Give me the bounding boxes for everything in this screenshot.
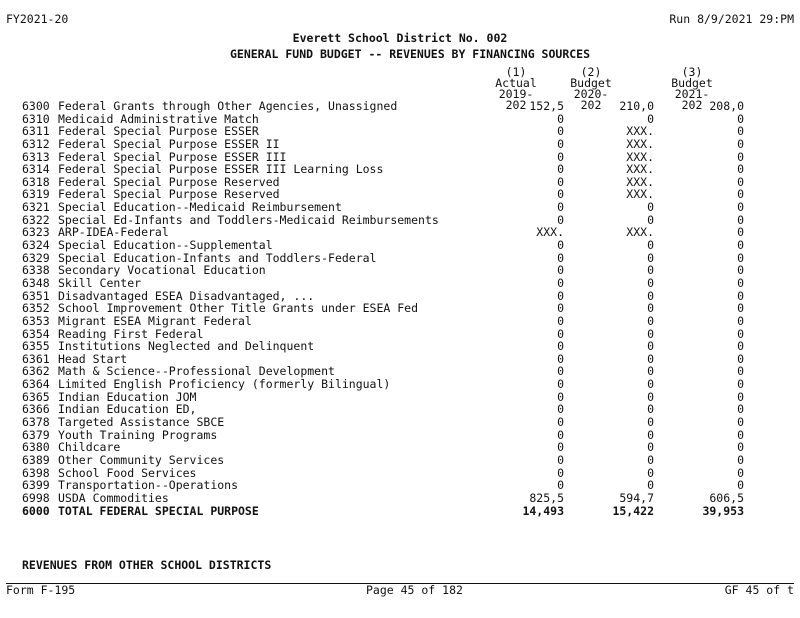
account-code: 6365 [22,389,50,404]
budget-prior-value: XXX. [626,187,654,202]
account-description: Reading First Federal [58,326,204,341]
table-row [22,201,744,214]
actual-value: 825,5 [529,490,564,505]
actual-value: 0 [557,162,564,177]
budget-current-value: 0 [737,263,744,278]
budget-prior-value: 0 [647,313,654,328]
table-row [22,138,744,151]
budget-current-value: 0 [737,478,744,493]
actual-value: 0 [557,136,564,151]
table-row [22,479,744,492]
budget-prior-value: XXX. [626,149,654,164]
account-description: Math & Science--Professional Development [58,364,335,379]
total-description: TOTAL FEDERAL SPECIAL PURPOSE [58,503,259,518]
account-description: Special Ed-Infants and Toddlers-Medicaid Reimbursements [58,212,439,227]
budget-current-value: 0 [737,427,744,442]
account-code: 6361 [22,351,50,366]
actual-value: 0 [557,465,564,480]
account-code: 6310 [22,111,50,126]
budget-prior-value: 0 [647,478,654,493]
account-code: 6355 [22,339,50,354]
table-row [22,416,744,429]
account-code: 6354 [22,326,50,341]
fiscal-year-label: FY2021-20 [6,12,69,26]
budget-prior-value: 0 [647,275,654,290]
budget-current-value: 0 [737,111,744,126]
column-number: (2) [580,65,602,79]
account-description: Special Education--Medicaid Reimbursement [58,200,342,215]
account-description: Skill Center [58,275,142,290]
budget-prior-value: 0 [647,339,654,354]
budget-prior-value: 0 [647,326,654,341]
account-description: Childcare [58,440,121,455]
account-description: Targeted Assistance SBCE [58,415,225,430]
actual-value: 0 [557,149,564,164]
budget-prior-value: 0 [647,389,654,404]
account-code: 6352 [22,301,50,316]
column-number: (3) [681,65,703,79]
account-code: 6378 [22,415,50,430]
budget-current-value: 0 [737,250,744,265]
actual-value: 0 [557,402,564,417]
account-code: 6314 [22,162,50,177]
actual-value: 0 [557,364,564,379]
budget-current-value: 0 [737,326,744,341]
actual-value: 0 [557,111,564,126]
budget-prior-value: 0 [647,288,654,303]
budget-current-value: 0 [737,162,744,177]
actual-value: 0 [557,326,564,341]
run-timestamp: Run 8/9/2021 29:PM [669,12,794,26]
budget-prior-value: 0 [647,427,654,442]
budget-current-value: 0 [737,313,744,328]
account-code: 6323 [22,225,50,240]
account-code: 6319 [22,187,50,202]
gf-page-reference: GF 45 of t [724,583,794,597]
actual-value: 0 [557,415,564,430]
budget-prior-value: 0 [647,212,654,227]
column-label: Budget [570,76,612,90]
actual-value: 0 [557,301,564,316]
account-code: 6351 [22,288,50,303]
account-code: 6398 [22,465,50,480]
account-code: 6313 [22,149,50,164]
account-description: Head Start [58,351,128,366]
column-years: 2020-202 [573,87,609,112]
actual-value: 0 [557,200,564,215]
budget-current-value: 0 [737,149,744,164]
actual-value: 0 [557,187,564,202]
account-description: Institutions Neglected and Delinquent [58,339,315,354]
budget-current-value: 0 [737,440,744,455]
budget-current-value: 0 [737,452,744,467]
actual-value: 0 [557,288,564,303]
budget-current-value: 0 [737,275,744,290]
account-code: 6318 [22,174,50,189]
account-code: 6362 [22,364,50,379]
budget-current-value: 0 [737,351,744,366]
budget-prior-value: XXX. [626,136,654,151]
account-description: School Food Services [58,465,197,480]
budget-prior-value: 0 [647,200,654,215]
account-description: Secondary Vocational Education [58,263,266,278]
budget-current-value: 0 [737,124,744,139]
table-row [22,277,744,290]
actual-value: 0 [557,212,564,227]
account-description: Disadvantaged ESEA Disadvantaged, ... [58,288,315,303]
column-years: 2019-202 [498,87,534,112]
budget-current-value: 0 [737,364,744,379]
total-row [22,505,744,518]
district-name: Everett School District No. 002 [292,31,508,45]
account-code: 6312 [22,136,50,151]
account-description: Indian Education ED, [58,402,197,417]
total-code: 6000 [22,503,50,518]
account-code: 6329 [22,250,50,265]
table-row [22,315,744,328]
account-description: Federal Special Purpose ESSER III Learning Loss [58,162,384,177]
actual-value: XXX. [536,225,564,240]
budget-current-value: 0 [737,200,744,215]
table-row [22,492,744,505]
account-description: Federal Special Purpose Reserved [58,187,280,202]
account-code: 6998 [22,490,50,505]
budget-current-value: 0 [737,465,744,480]
actual-value: 0 [557,313,564,328]
account-code: 6364 [22,377,50,392]
budget-prior-value: XXX. [626,124,654,139]
account-code: 6379 [22,427,50,442]
report-title: GENERAL FUND BUDGET -- REVENUES BY FINANCING SOURCES [229,47,591,61]
table-row [22,340,744,353]
budget-current-value: 0 [737,212,744,227]
budget-prior-value: 0 [647,250,654,265]
account-description: Federal Special Purpose ESSER III [58,149,287,164]
actual-value: 0 [557,174,564,189]
budget-prior-value: 594,7 [619,490,654,505]
actual-value: 0 [557,238,564,253]
budget-prior-value: 210,0 [619,99,654,113]
account-code: 6399 [22,478,50,493]
account-code: 6389 [22,452,50,467]
account-code: 6300 [22,99,50,113]
account-code: 6321 [22,200,50,215]
column-years: 2021-202 [674,87,710,112]
table-row [22,378,744,391]
budget-current-value: 208,0 [709,99,744,113]
account-description: USDA Commodities [58,490,169,505]
account-description: Medicaid Administrative Match [58,111,259,126]
actual-value: 0 [557,263,564,278]
total-budget-prior: 15,422 [612,503,654,518]
budget-current-value: 0 [737,238,744,253]
form-number: Form F-195 [6,583,76,597]
budget-current-value: 0 [737,225,744,240]
budget-current-value: 0 [737,187,744,202]
budget-prior-value: 0 [647,415,654,430]
budget-prior-value: 0 [647,452,654,467]
actual-value: 0 [557,440,564,455]
budget-prior-value: 0 [647,440,654,455]
column-label: Actual [495,76,537,90]
table-row [22,429,744,442]
budget-current-value: 0 [737,288,744,303]
budget-current-value: 606,5 [709,490,744,505]
account-code: 6380 [22,440,50,455]
revenue-table [22,100,744,517]
table-row [22,163,744,176]
account-description: Federal Special Purpose Reserved [58,174,280,189]
budget-current-value: 0 [737,389,744,404]
account-code: 6366 [22,402,50,417]
account-code: 6322 [22,212,50,227]
revenue-table-body [22,100,744,517]
actual-value: 0 [557,478,564,493]
budget-current-value: 0 [737,402,744,417]
table-row [22,454,744,467]
account-description: Special Education-Infants and Toddlers-Federal [58,250,377,265]
total-actual: 14,493 [522,503,564,518]
budget-prior-value: XXX. [626,225,654,240]
actual-value: 0 [557,389,564,404]
actual-value: 0 [557,377,564,392]
budget-prior-value: 0 [647,351,654,366]
actual-value: 0 [557,250,564,265]
budget-prior-value: XXX. [626,174,654,189]
next-section-heading: REVENUES FROM OTHER SCHOOL DISTRICTS [22,558,272,572]
account-description: Other Community Services [58,452,225,467]
budget-prior-value: 0 [647,111,654,126]
column-label: Budget [671,76,713,90]
budget-current-value: 0 [737,415,744,430]
account-description: Indian Education JOM [58,389,197,404]
actual-value: 0 [557,452,564,467]
budget-current-value: 0 [737,339,744,354]
budget-current-value: 0 [737,301,744,316]
account-description: ARP-IDEA-Federal [58,225,169,240]
budget-prior-value: 0 [647,263,654,278]
account-description: Federal Special Purpose ESSER [58,124,259,139]
budget-current-value: 0 [737,136,744,151]
account-description: School Improvement Other Title Grants under ESEA Fed [58,301,419,316]
actual-value: 0 [557,339,564,354]
budget-prior-value: 0 [647,402,654,417]
account-code: 6324 [22,238,50,253]
account-description: Special Education--Supplemental [58,238,273,253]
actual-value: 0 [557,124,564,139]
table-row [22,239,744,252]
account-description: Migrant ESEA Migrant Federal [58,313,252,328]
account-code: 6338 [22,263,50,278]
budget-prior-value: XXX. [626,162,654,177]
actual-value: 0 [557,427,564,442]
account-description: Transportation--Operations [58,478,239,493]
budget-current-value: 0 [737,174,744,189]
account-code: 6311 [22,124,50,139]
actual-value: 0 [557,351,564,366]
account-description: Federal Special Purpose ESSER II [58,136,280,151]
budget-prior-value: 0 [647,465,654,480]
table-row [22,100,744,113]
account-code: 6348 [22,275,50,290]
account-description: Youth Training Programs [58,427,218,442]
account-description: Federal Grants through Other Agencies, Unassigned [58,99,398,113]
page-number: Page 45 of 182 [366,583,463,597]
budget-current-value: 0 [737,377,744,392]
actual-value: 0 [557,275,564,290]
budget-prior-value: 0 [647,301,654,316]
actual-value: 152,5 [529,99,564,113]
budget-prior-value: 0 [647,377,654,392]
budget-prior-value: 0 [647,238,654,253]
total-budget-current: 39,953 [702,503,744,518]
table-row [22,302,744,315]
account-code: 6353 [22,313,50,328]
budget-prior-value: 0 [647,364,654,379]
account-description: Limited English Proficiency (formerly Bilingual) [58,377,391,392]
column-number: (1) [505,65,527,79]
